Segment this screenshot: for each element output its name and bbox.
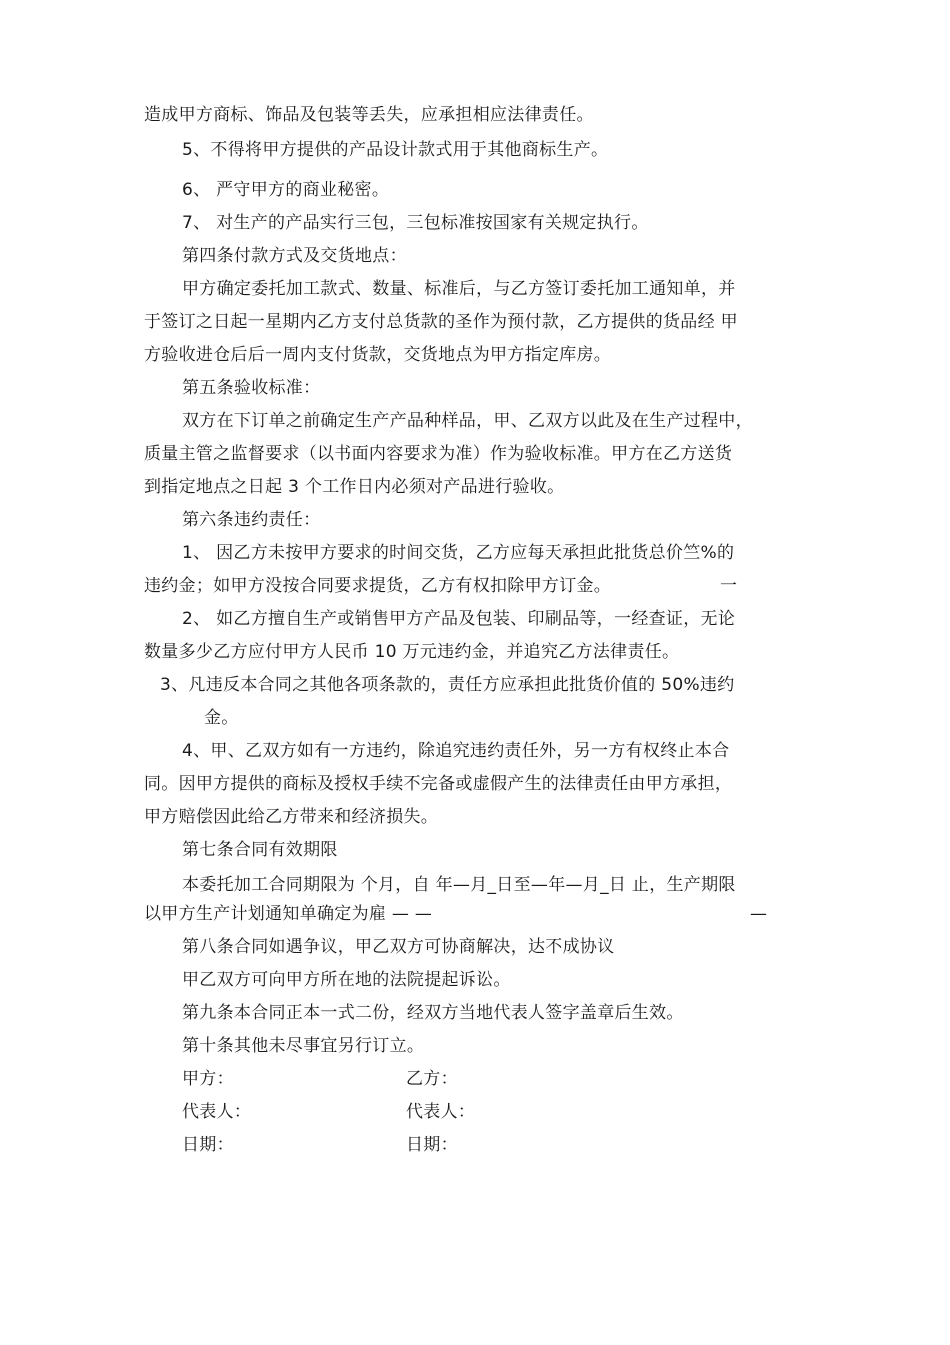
party-b-label: 乙方： — [406, 1069, 458, 1089]
text-line: 甲方赔偿因此给乙方带来和经济损失。 — [144, 807, 439, 827]
text-line: 于签订之日起一星期内乙方支付总货款的圣作为预付款，乙方提供的货品经 甲 — [144, 312, 738, 332]
text-line: 第九条本合同正本一式二份，经双方当地代表人签字盖章后生效。 — [182, 1003, 684, 1023]
text-line: 到指定地点之日起 3 个工作日内必须对产品进行验收。 — [144, 477, 565, 497]
representative-a-label: 代表人： — [182, 1102, 252, 1122]
text-line: 2、 如乙方擅自生产或销售甲方产品及包装、印刷品等，一经查证，无论 — [182, 609, 736, 629]
text-line: 第八条合同如遇争议，甲乙双方可协商解决，达不成协议 — [182, 937, 615, 957]
text-line: 本委托加工合同期限为 个月，自 年—月_日至—年—月_日 止，生产期限 — [182, 875, 736, 895]
section-heading: 第五条验收标准： — [182, 378, 321, 398]
text-line: 第十条其他未尽事宜另行订立。 — [182, 1036, 425, 1056]
text-line: 金。 — [204, 708, 239, 728]
text-line: 甲方确定委托加工款式、数量、标准后，与乙方签订委托加工通知单，并 — [182, 279, 736, 299]
text-line: 以甲方生产计划通知单确定为雇 — — — [144, 904, 433, 924]
date-a-label: 日期： — [182, 1135, 234, 1155]
section-heading: 第四条付款方式及交货地点： — [182, 246, 407, 266]
representative-b-label: 代表人： — [406, 1102, 476, 1122]
section-heading: 第七条合同有效期限 — [182, 840, 338, 860]
text-line: 同。因甲方提供的商标及授权手续不完备或虚假产生的法律责任由甲方承担， — [144, 774, 733, 794]
text-line: 方验收进仓后后一周内支付货款，交货地点为甲方指定库房。 — [144, 345, 612, 365]
text-line: 3、凡违反本合同之其他各项条款的，责任方应承担此批货价值的 50%违约 — [160, 675, 735, 695]
text-line: 7、 对生产的产品实行三包，三包标准按国家有关规定执行。 — [182, 213, 649, 233]
text-line: 数量多少乙方应付甲方人民币 10 万元违约金，并追究乙方法律责任。 — [144, 642, 680, 662]
text-line: 违约金；如甲方没按合同要求提货，乙方有权扣除甲方订金。 — [144, 576, 612, 596]
text-line: 双方在下订单之前确定生产产品种样品，甲、乙双方以此及在生产过程中， — [182, 411, 753, 431]
dash-mark: 一 — [720, 576, 737, 596]
text-line: 造成甲方商标、饰品及包装等丢失，应承担相应法律责任。 — [144, 105, 594, 125]
text-line: 6、 严守甲方的商业秘密。 — [182, 180, 390, 200]
dash-mark: — — [750, 904, 767, 924]
text-line: 5、不得将甲方提供的产品设计款式用于其他商标生产。 — [182, 140, 609, 160]
date-b-label: 日期： — [406, 1135, 458, 1155]
text-line: 甲乙双方可向甲方所在地的法院提起诉讼。 — [182, 970, 511, 990]
section-heading: 第六条违约责任： — [182, 510, 321, 530]
text-line: 质量主管之监督要求（以书面内容要求为准）作为验收标准。甲方在乙方送货 — [144, 444, 733, 464]
party-a-label: 甲方： — [182, 1069, 234, 1089]
text-line: 4、甲、乙双方如有一方违约，除追究违约责任外，另一方有权终止本合 — [182, 741, 730, 761]
text-line: 1、 因乙方未按甲方要求的时间交货，乙方应每天承担此批货总价竺%的 — [182, 543, 735, 563]
